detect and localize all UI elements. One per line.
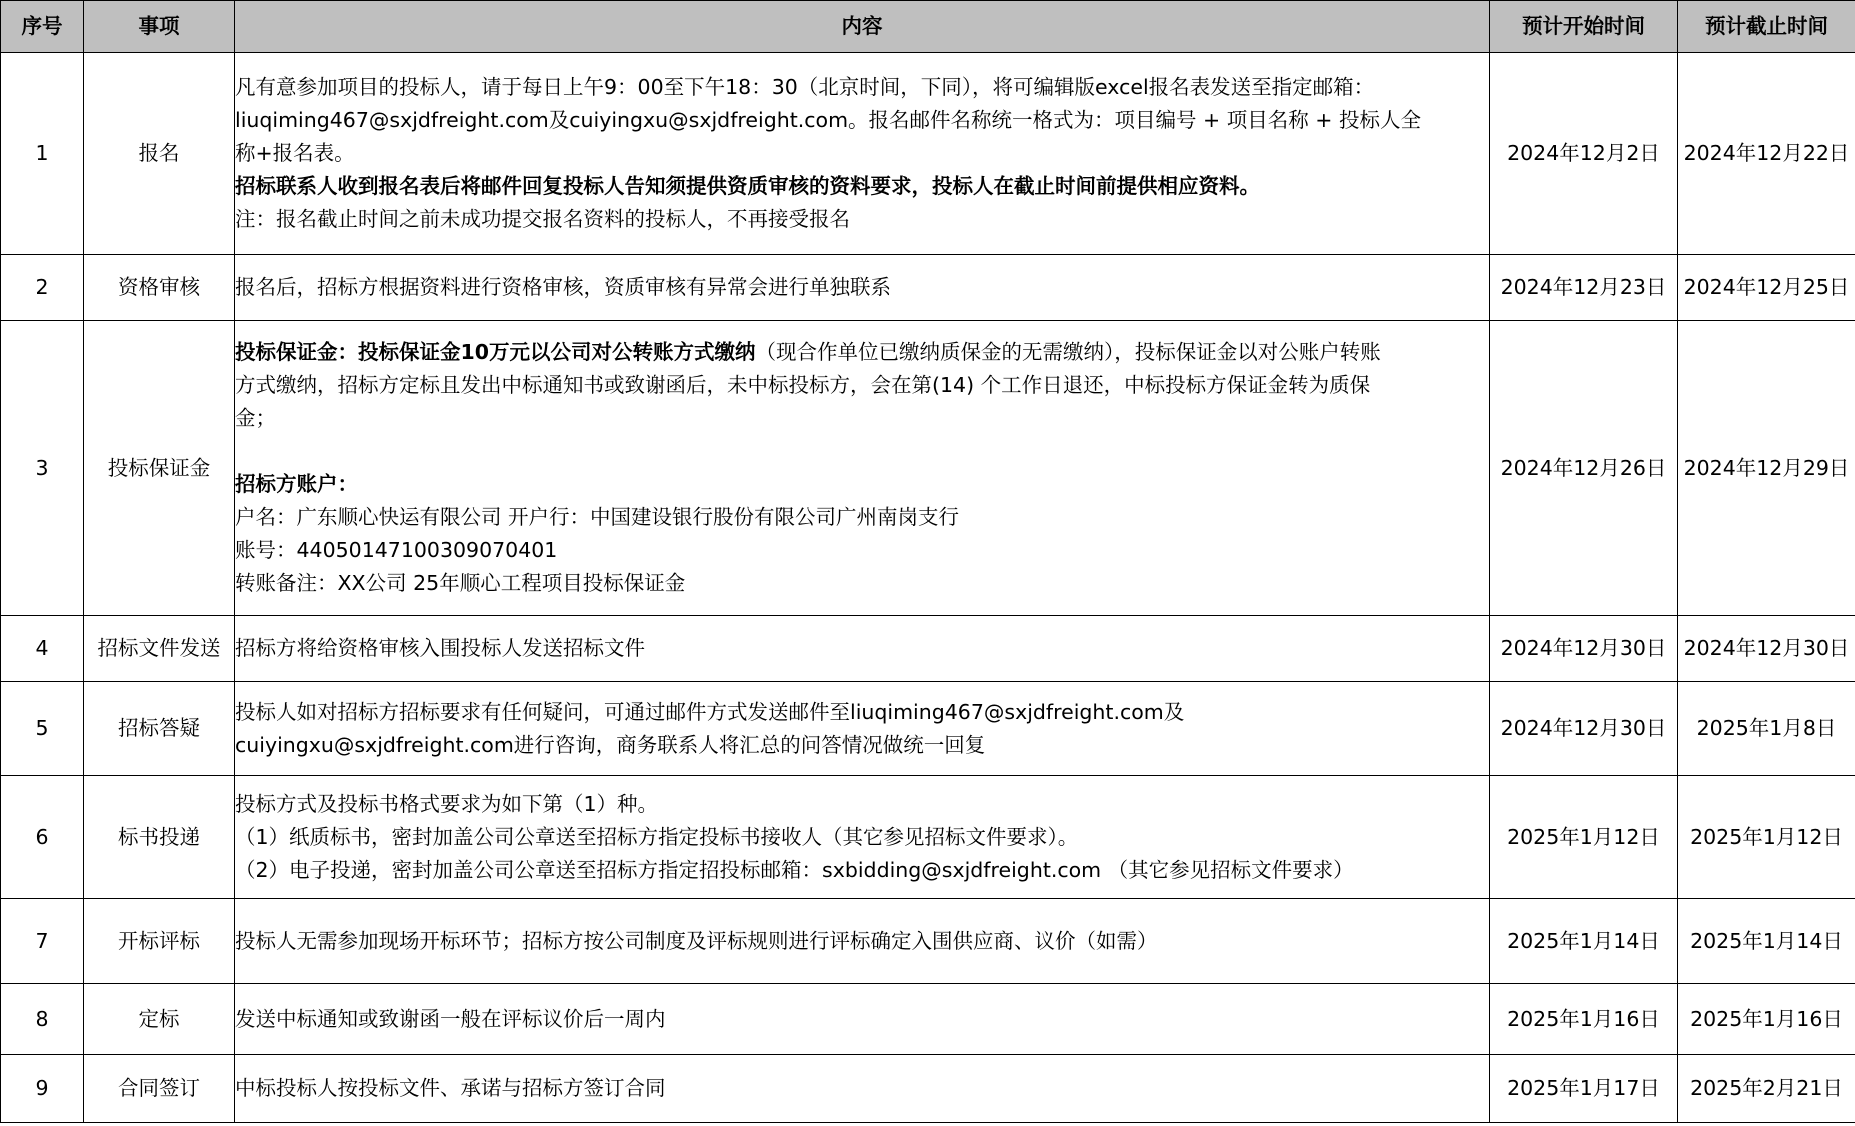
- content-line: 凡有意参加项目的投标人，请于每日上午9：00至下午18：30（北京时间，下同），将可编辑版excel报名表发送至指定邮箱：: [235, 75, 1375, 99]
- content-line: （2）电子投递，密封加盖公司公章送至招标方指定招投标邮箱：sxbidding@sxjdfreight.com （其它参见招标文件要求）: [235, 857, 1354, 882]
- blank-line: [235, 435, 1489, 468]
- content-line: 投标人如对招标方招标要求有任何疑问，可通过邮件方式发送邮件至liuqiming467@sxjdfreight.com及: [235, 699, 1185, 724]
- cell-num[interactable]: 2: [1, 255, 84, 321]
- cell-num[interactable]: 8: [1, 984, 84, 1055]
- cell-num[interactable]: 6: [1, 776, 84, 899]
- cell-end[interactable]: 2025年1月12日: [1678, 776, 1855, 899]
- content-line: cuiyingxu@sxjdfreight.com进行咨询，商务联系人将汇总的问答情况做统一回复: [235, 732, 986, 757]
- cell-content[interactable]: [235, 984, 1490, 1055]
- cell-item[interactable]: 招标答疑: [84, 682, 235, 776]
- content-line: liuqiming467@sxjdfreight.com及cuiyingxu@sxjdfreight.com。报名邮件名称统一格式为：项目编号 + 项目名称 + 投标人全: [235, 108, 1421, 132]
- content-line: 方式缴纳，招标方定标且发出中标通知书或致谢函后，未中标投标方，会在第(14) 个工作日退还，中标投标方保证金转为质保: [235, 373, 1371, 397]
- cell-end[interactable]: 2024年12月30日: [1678, 616, 1855, 682]
- cell-num[interactable]: 7: [1, 899, 84, 984]
- cell-num[interactable]: 4: [1, 616, 84, 682]
- cell-num[interactable]: 9: [1, 1055, 84, 1123]
- header-start[interactable]: 预计开始时间: [1490, 1, 1678, 53]
- header-num[interactable]: 序号: [1, 1, 84, 53]
- header-content[interactable]: 内容: [235, 1, 1490, 53]
- table-row: [1, 616, 1855, 682]
- content-line: 投标方式及投标书格式要求为如下第（1）种。: [235, 791, 659, 816]
- table-row: [1, 776, 1855, 899]
- cell-end[interactable]: 2025年2月21日: [1678, 1055, 1855, 1123]
- content-line: 发送中标通知或致谢函一般在评标议价后一周内: [235, 1006, 666, 1031]
- cell-start[interactable]: 2025年1月14日: [1490, 899, 1678, 984]
- cell-item[interactable]: 招标文件发送: [84, 616, 235, 682]
- cell-item[interactable]: 定标: [84, 984, 235, 1055]
- cell-item[interactable]: 合同签订: [84, 1055, 235, 1123]
- cell-start[interactable]: 2025年1月16日: [1490, 984, 1678, 1055]
- cell-end[interactable]: 2024年12月22日: [1678, 53, 1855, 255]
- cell-end[interactable]: 2025年1月14日: [1678, 899, 1855, 984]
- content-line: 中标投标人按投标文件、承诺与招标方签订合同: [235, 1076, 666, 1100]
- cell-start[interactable]: 2025年1月17日: [1490, 1055, 1678, 1123]
- cell-content[interactable]: [235, 776, 1490, 899]
- cell-content[interactable]: [235, 255, 1490, 321]
- content-line: 称+报名表。: [235, 141, 355, 165]
- content-line: 金；: [235, 406, 276, 430]
- content-line: 投标人无需参加现场开标环节；招标方按公司制度及评标规则进行评标确定入围供应商、议价（如需）: [235, 928, 1158, 953]
- deposit-heading: 投标保证金：投标保证金10万元以公司对公转账方式缴纳: [235, 340, 756, 364]
- table-row: [1, 899, 1855, 984]
- table-row: [1, 53, 1855, 255]
- cell-start[interactable]: 2024年12月30日: [1490, 682, 1678, 776]
- cell-num[interactable]: 5: [1, 682, 84, 776]
- cell-end[interactable]: 2025年1月16日: [1678, 984, 1855, 1055]
- content-line: 招标联系人收到报名表后将邮件回复投标人告知须提供资质审核的资料要求，投标人在截止时间前提供相应资料。: [235, 174, 1260, 198]
- cell-start[interactable]: 2024年12月23日: [1490, 255, 1678, 321]
- content-line: 招标方账户：: [235, 472, 358, 496]
- header-end[interactable]: 预计截止时间: [1678, 1, 1855, 53]
- content-line: （1）纸质标书，密封加盖公司公章送至招标方指定投标书接收人（其它参见招标文件要求）。: [235, 824, 1079, 849]
- content-line: 注：报名截止时间之前未成功提交报名资料的投标人，不再接受报名: [235, 207, 850, 231]
- cell-item[interactable]: 开标评标: [84, 899, 235, 984]
- cell-end[interactable]: 2024年12月25日: [1678, 255, 1855, 321]
- content-line: [235, 336, 1489, 369]
- cell-content[interactable]: [235, 1055, 1490, 1123]
- cell-start[interactable]: 2025年1月12日: [1490, 776, 1678, 899]
- cell-content[interactable]: [235, 899, 1490, 984]
- content-line: 报名后，招标方根据资料进行资格审核，资质审核有异常会进行单独联系: [235, 275, 891, 299]
- cell-start[interactable]: 2024年12月30日: [1490, 616, 1678, 682]
- cell-item[interactable]: 资格审核: [84, 255, 235, 321]
- cell-item[interactable]: 报名: [84, 53, 235, 255]
- table-row: [1, 682, 1855, 776]
- cell-num[interactable]: 1: [1, 53, 84, 255]
- cell-start[interactable]: 2024年12月26日: [1490, 321, 1678, 616]
- content-line: 户名：广东顺心快运有限公司 开户行：中国建设银行股份有限公司广州南岗支行: [235, 505, 960, 529]
- table-row: [1, 321, 1855, 616]
- cell-content[interactable]: [235, 53, 1490, 255]
- cell-item[interactable]: 标书投递: [84, 776, 235, 899]
- header-row: [1, 1, 1855, 53]
- cell-end[interactable]: 2024年12月29日: [1678, 321, 1855, 616]
- cell-content[interactable]: [235, 616, 1490, 682]
- cell-item[interactable]: 投标保证金: [84, 321, 235, 616]
- cell-content[interactable]: [235, 321, 1490, 616]
- content-line: 转账备注：XX公司 25年顺心工程项目投标保证金: [235, 571, 686, 595]
- cell-content[interactable]: [235, 682, 1490, 776]
- table-row: [1, 1055, 1855, 1123]
- cell-end[interactable]: 2025年1月8日: [1678, 682, 1855, 776]
- header-item[interactable]: 事项: [84, 1, 235, 53]
- table-row: [1, 255, 1855, 321]
- deposit-note: （现合作单位已缴纳质保金的无需缴纳），投标保证金以对公账户转账: [755, 340, 1381, 364]
- cell-num[interactable]: 3: [1, 321, 84, 616]
- content-line: 账号：44050147100309070401: [235, 538, 558, 562]
- cell-start[interactable]: 2024年12月2日: [1490, 53, 1678, 255]
- table-row: [1, 984, 1855, 1055]
- content-line: 招标方将给资格审核入围投标人发送招标文件: [235, 636, 645, 660]
